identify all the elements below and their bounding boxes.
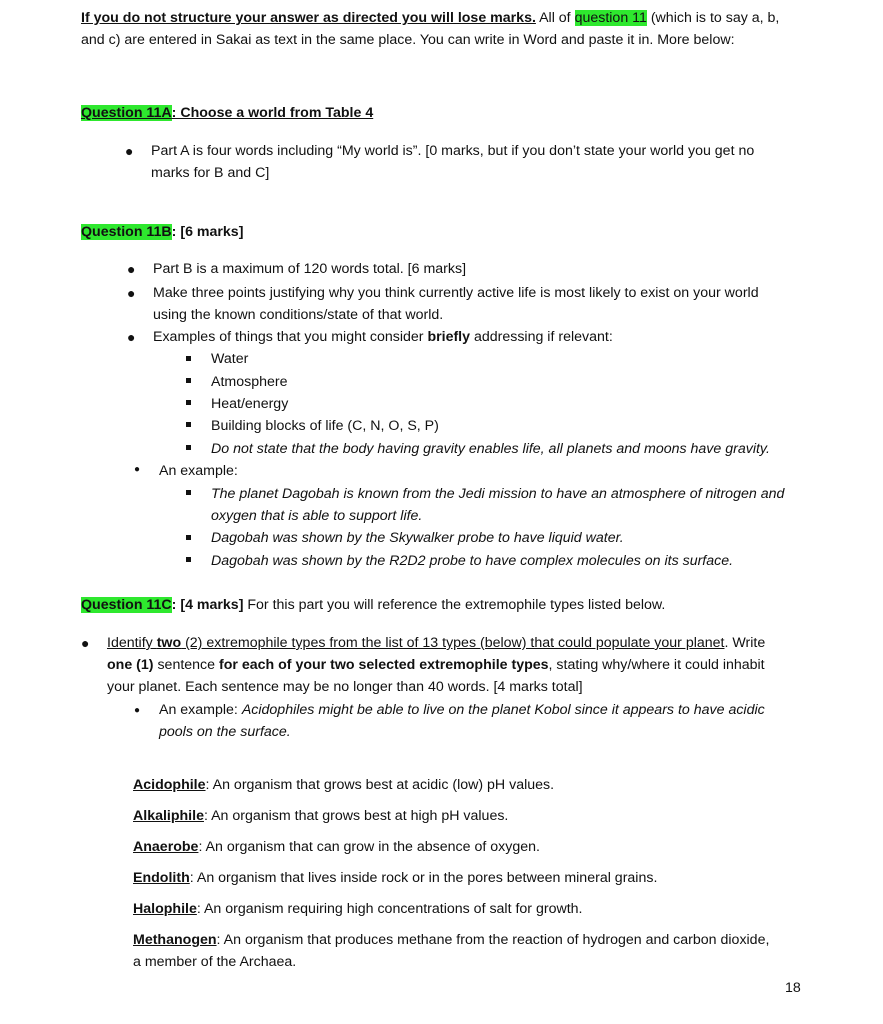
sub-item-gravity-note: Do not state that the body having gravity enables life, all planets and moons have gravity. [211, 441, 770, 457]
intro-line-2: and c) are entered in Sakai as text in the same place. You can write in Word and paste it in. More below: [81, 32, 735, 48]
bullet-dot: ● [127, 261, 136, 277]
q11b-bullet-2-line-2: using the known conditions/state of that world. [153, 307, 444, 323]
question-11c-heading: Question 11C: [4 marks] For this part you will reference the extremophile types listed below. [81, 597, 666, 613]
bullet-dot: ● [134, 705, 141, 716]
sub-item-building-blocks: Building blocks of life (C, N, O, S, P) [211, 418, 439, 434]
sub-item-heat-energy: Heat/energy [211, 396, 289, 412]
intro-line-1: If you do not structure your answer as directed you will lose marks. All of question 11 (which is to say a, b, [81, 10, 780, 26]
definition-term: Methanogen [133, 932, 217, 948]
bullet-dot: ● [134, 464, 141, 475]
definition-endolith: Endolith: An organism that lives inside rock or in the pores between mineral grains. [133, 870, 658, 886]
example-1-line-2: oxygen that is able to support life. [211, 508, 423, 524]
definition-term: Anaerobe [133, 839, 199, 855]
q11c-instruction-line-2: one (1) sentence for each of your two selected extremophile types, stating why/where it could inhabit [107, 657, 765, 673]
definition-term: Alkaliphile [133, 808, 204, 824]
definition-term: Halophile [133, 901, 197, 917]
bullet-dot: ● [127, 285, 136, 301]
question-11a-heading: Question 11A: Choose a world from Table 4 [81, 105, 374, 121]
square-bullet [186, 378, 191, 383]
bullet-dot: ● [81, 635, 90, 651]
example-2: Dagobah was shown by the Skywalker probe to have liquid water. [211, 530, 624, 546]
question-11b-heading: Question 11B: [6 marks] [81, 224, 244, 240]
q11b-bullet-3: Examples of things that you might consider briefly addressing if relevant: [153, 329, 613, 345]
square-bullet [186, 557, 191, 562]
definition-alkaliphile: Alkaliphile: An organism that grows best at high pH values. [133, 808, 509, 824]
definition-term: Acidophile [133, 777, 206, 793]
square-bullet [186, 422, 191, 427]
bullet-dot: ● [127, 329, 136, 345]
sub-item-atmosphere: Atmosphere [211, 374, 288, 390]
square-bullet [186, 490, 191, 495]
highlight-question-11: question 11 [574, 10, 647, 26]
definition-anaerobe: Anaerobe: An organism that can grow in the absence of oxygen. [133, 839, 540, 855]
square-bullet [186, 445, 191, 450]
intro-warning: If you do not structure your answer as directed you will lose marks. [81, 10, 536, 26]
q11c-instruction-line-1: Identify two (2) extremophile types from the list of 13 types (below) that could populate your planet. Write [107, 635, 766, 651]
example-3: Dagobah was shown by the R2D2 probe to have complex molecules on its surface. [211, 553, 734, 569]
q11c-example-line-1: An example: Acidophiles might be able to live on the planet Kobol since it appears to have acidic [159, 702, 765, 718]
square-bullet [186, 356, 191, 361]
page-number: 18 [785, 980, 801, 996]
sub-item-water: Water [211, 351, 249, 367]
square-bullet [186, 400, 191, 405]
definition-methanogen-cont: a member of the Archaea. [133, 954, 297, 970]
example-1-line-1: The planet Dagobah is known from the Jedi mission to have an atmosphere of nitrogen and [211, 486, 785, 502]
q11c-instruction-line-3: your planet. Each sentence may be no longer than 40 words. [4 marks total] [107, 679, 583, 695]
definition-term: Endolith [133, 870, 190, 886]
definition-acidophile: Acidophile: An organism that grows best at acidic (low) pH values. [133, 777, 555, 793]
square-bullet [186, 535, 191, 540]
q11b-example-label: An example: [159, 463, 238, 479]
definition-methanogen: Methanogen: An organism that produces methane from the reaction of hydrogen and carbon dioxide, [133, 932, 770, 948]
bullet-dot: ● [125, 143, 134, 159]
q11c-example-line-2: pools on the surface. [159, 724, 291, 740]
q11b-bullet-1: Part B is a maximum of 120 words total. [6 marks] [153, 261, 467, 277]
q11a-bullet-line-1: Part A is four words including “My world is”. [0 marks, but if you don’t state your world you get no [151, 143, 755, 159]
q11b-bullet-2-line-1: Make three points justifying why you think currently active life is most likely to exist on your world [153, 285, 759, 301]
q11a-bullet-line-2: marks for B and C] [151, 165, 270, 181]
definition-halophile: Halophile: An organism requiring high concentrations of salt for growth. [133, 901, 583, 917]
